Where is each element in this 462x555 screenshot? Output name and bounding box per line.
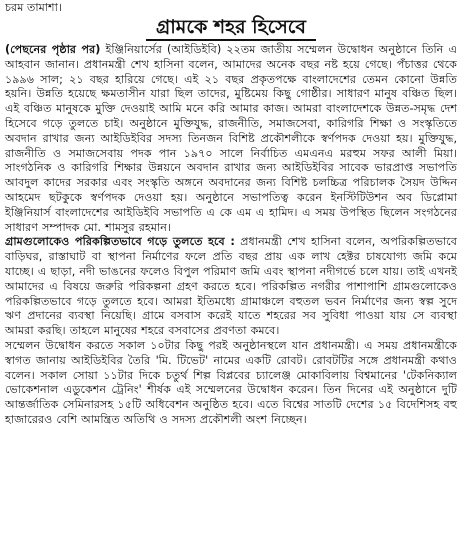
continuation-marker: (পেছনের পৃষ্ঠার পর)	[5, 43, 101, 56]
article-headline: গ্রামকে শহর হিসেবে	[146, 16, 316, 41]
paragraph-1-text: ইঞ্জিনিয়ার্সের (আইডিইবি) ২২তম জাতীয় সম্মেলন উদ্বোধন অনুষ্ঠানে তিনি এ আহবান জানান। প্রধানমন্ত্রী শেখ হাসিনা বলেন, আমাদের অনেক বছর নষ্ট হয়ে গেছে। পঁচাত্তর থেকে ১৯৯৬ সাল; ২১ বছর হারিয়ে গেছে। এই ২১ বছর প্রকৃতপক্ষে বাংলাদেশের তেমন কোনো উন্নতি হয়নি। উন্নতি হয়েছে ক্ষমতাসীন যারা ছিল তাদের, মুষ্টিমেয় কিছু গোষ্ঠীর। সাধারণ মানুষ বঞ্চিত ছিল। এই বঞ্চিত মানুষকে মুক্তি দেওয়াই আমি মনে করি আমার কাজ। আমরা বাংলাদেশকে উন্নত-সমৃদ্ধ দেশ হিসেবে গড়ে তুলতে চাই। অনুষ্ঠানে মুক্তিযুদ্ধ, রাজনীতি, সমাজসেবা, কারিগরি শিক্ষা ও সংস্কৃতিতে অবদান রাখার জন্য আইডিইবির সদস্য তিনজন বিশিষ্ট প্রকৌশলীকে স্বর্ণপদক দেওয়া হয়। মুক্তিযুদ্ধ, রাজনীতি ও সমাজসেবায় পদক পান ১৯৭০ সালে নির্বাচিত এমএনএ মরহুম সফর আলী মিয়া। সাংগঠনিক ও কারিগরি শিক্ষার উন্নয়নে অবদান রাখার জন্য আইডিইবির সাবেক ভারপ্রাপ্ত সভাপতি আবদুল কাদের সরকার এবং সংস্কৃতি অঙ্গনে অবদানের জন্য বিশিষ্ট চলচ্চিত্র পরিচালক সৈয়দ উদ্দিন আহমেদ ছটকুকে স্বর্ণপদক দেওয়া হয়। অনুষ্ঠানে সভাপতিত্ব করেন ইনস্টিটিউশন অব ডিপ্লোমা ইঞ্জিনিয়ার্স বাংলাদেশের আইডিইবি সভাপতি এ কে এম এ হামিদ। এ সময় উপস্থিত ছিলেন সংগঠনের সাধারণ সম্পাদক মো. শামসুর রহমান।	[5, 43, 457, 234]
headline-container	[5, 16, 457, 41]
section-subheading: গ্রামগুলোকেও পরিকল্পিতভাবে গড়ে তুলতে হবে :	[5, 235, 235, 249]
article-paragraph-1	[5, 43, 457, 235]
paragraph-3-text: সম্মেলন উদ্বোধন করতে সকাল ১০টার কিছু পরই অনুষ্ঠানস্থলে যান প্রধানমন্ত্রী। এ সময় প্রধানমন্ত্রীকে স্বাগত জানায় আইডিইবির তৈরি 'মি. টিভেট' নামের একটি রোবট। রোবটটির সঙ্গে প্রধানমন্ত্রী কথাও বলেন। সকাল সোয়া ১১টার দিকে চতুর্থ শিল্প বিপ্লবের চ্যালেঞ্জ মোকাবিলায় বিশ্বমানের 'টেকনিক্যাল ভোকেশনাল এডুকেশন ট্রেনিং' শীর্ষক এই সম্মেলনের উদ্বোধন করেন। তিন দিনের এই অনুষ্ঠানে দুটি আন্তর্জাতিক সেমিনারসহ ১৫টি অধিবেশন অনুষ্ঠিত হবে। এতে বিশ্বের সাতটি দেশের ১৫ বিদেশিসহ বহু হাজারেরও বেশি আমন্ত্রিত অতিথি ও সদস্য প্রকৌশলী অংশ নিচ্ছেন।	[5, 338, 457, 426]
previous-article-ending: চরম তামাশা।	[5, 1, 62, 14]
article-paragraph-2	[5, 235, 457, 339]
paragraph-2-text: প্রধানমন্ত্রী শেখ হাসিনা বলেন, অপরিকল্পিতভাবে বাড়িঘর, রাস্তাঘাট বা স্থাপনা নির্মাণের ফলে প্রতি বছর প্রায় এক লাখ হেক্টর চাষযোগ্য জমি কমে যাচ্ছে। এ ছাড়া, নদী ভাঙনের ফলেও বিপুল পরিমাণ জমি এবং স্থাপনা নদীগর্ভে চলে যায়। তাই এখনই আমাদের এ বিষয়ে জরুরি পরিকল্পনা গ্রহণ করতে হবে। পরিকল্পিত নগরীর পাশাপাশি গ্রামগুলোকেও পরিকল্পিতভাবে গড়ে তুলতে হবে। আমরা ইতিমধ্যে গ্রামাঞ্চলে বহুতল ভবন নির্মাণের জন্য স্বল্প সুদে ঋণ প্রদানের ব্যবস্থা নিয়েছি। গ্রামে বসবাস করেই যাতে শহরের সব সুবিধা পাওয়া যায় সে ব্যবস্থা আমরা করছি। তাহলে মানুষের শহরে বসবাসের প্রবণতা কমবে।	[5, 235, 457, 338]
article-paragraph-3	[5, 339, 457, 428]
